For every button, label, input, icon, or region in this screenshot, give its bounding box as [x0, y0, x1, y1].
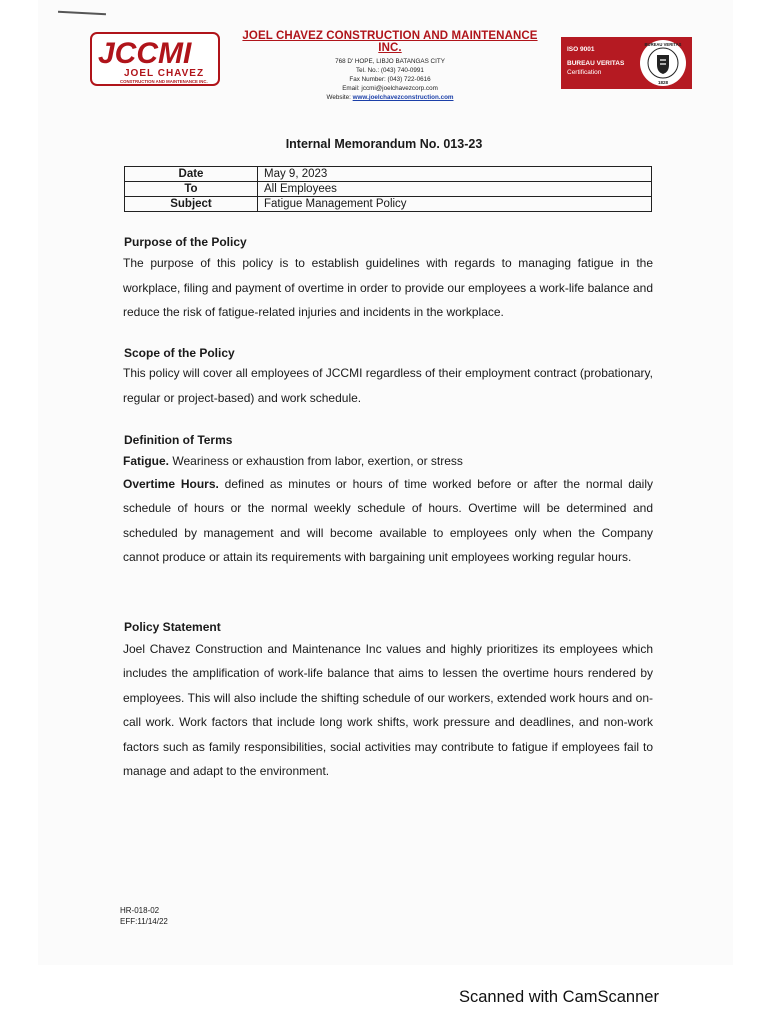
date-value: May 9, 2023 — [258, 167, 652, 182]
website-label: Website: — [326, 94, 351, 101]
logo-name: JOEL CHAVEZ — [124, 68, 205, 79]
certification-badge — [561, 37, 692, 89]
overtime-def: defined as minutes or hours of time worked before or after the normal daily schedule of hours or the normal weekly schedule of hours. Overtime will be determined and scheduled by management and will become available to employees only when the Company cannot produce or attain its requirements with bargaining unit employees working regular hours. — [123, 477, 653, 564]
scope-heading: Scope of the Policy — [124, 346, 235, 360]
to-label: To — [125, 182, 258, 197]
date-label: Date — [125, 167, 258, 182]
form-code: HR-018-02 — [120, 906, 160, 915]
cert-body: BUREAU VERITAS — [567, 60, 625, 67]
policy-paragraph: Joel Chavez Construction and Maintenance Inc values and highly prioritizes its employees which includes the amplification of work-life balance that aims to lessen the overtime hours rendered by employees. This will also include the shifting schedule of our workers, extended work hours and on-call work. Work factors that include long work shifts, work pressure and deadlines, and non-work factors such as family responsibilities, social activities may contribute to fatigue if employees fail to manage and adapt to the environment. — [123, 642, 653, 779]
memo-title: Internal Memorandum No. 013-23 — [285, 137, 483, 151]
company-info — [230, 30, 550, 102]
seal-year: 1828 — [657, 80, 669, 85]
website-link[interactable]: www.joelchavezconstruction.com — [352, 94, 454, 101]
effectivity-date: EFF:11/14/22 — [120, 917, 168, 926]
logo-mark: JCCMI — [98, 37, 192, 70]
purpose-paragraph: The purpose of this policy is to establish guidelines with regards to managing fatigue in the workplace, filing and payment of overtime in order to provide our employees a work-life balance and reduce the risk of fatigue-related injuries and incidents in the workplace. — [123, 256, 653, 320]
fatigue-def: Weariness or exhaustion from labor, exertion, or stress — [172, 454, 463, 468]
to-value: All Employees — [258, 182, 652, 197]
scope-paragraph: This policy will cover all employees of JCCMI regardless of their employment contract (probationary, regular or project-based) and work schedule. — [123, 366, 653, 405]
company-website-line — [230, 93, 550, 102]
definitions-heading: Definition of Terms — [124, 433, 233, 447]
policy-heading: Policy Statement — [124, 620, 221, 634]
subject-label: Subject — [125, 197, 258, 212]
memo-details-table — [124, 166, 652, 212]
overtime-definition — [123, 472, 653, 569]
company-fax: Fax Number: (043) 722-0616 — [349, 76, 431, 83]
logo-tagline: CONSTRUCTION AND MAINTENANCE INC. — [120, 79, 208, 84]
seal-text: BUREAU VERITAS — [644, 42, 682, 47]
fatigue-term: Fatigue. — [123, 454, 170, 468]
company-tel: Tel. No.: (043) 740-0991 — [356, 67, 424, 74]
company-name: JOEL CHAVEZ CONSTRUCTION AND MAINTENANCE INC. — [242, 30, 538, 54]
company-email: Email: jccmi@joelchavezcorp.com — [342, 85, 438, 92]
form-code-block — [120, 905, 168, 927]
bureau-veritas-seal-icon — [638, 38, 688, 88]
cert-iso: ISO 9001 — [567, 46, 595, 53]
fatigue-definition — [123, 449, 653, 473]
subject-value: Fatigue Management Policy — [258, 197, 652, 212]
company-address: 768 D' HOPE, LIBJO BATANGAS CITY — [335, 58, 445, 65]
table-row — [125, 197, 652, 212]
company-logo — [88, 30, 222, 88]
table-row — [125, 182, 652, 197]
overtime-term: Overtime Hours. — [123, 477, 219, 491]
cert-sub: Certification — [567, 69, 602, 76]
purpose-heading: Purpose of the Policy — [124, 235, 247, 249]
scanner-watermark: Scanned with CamScanner — [459, 988, 659, 1006]
table-row — [125, 167, 652, 182]
